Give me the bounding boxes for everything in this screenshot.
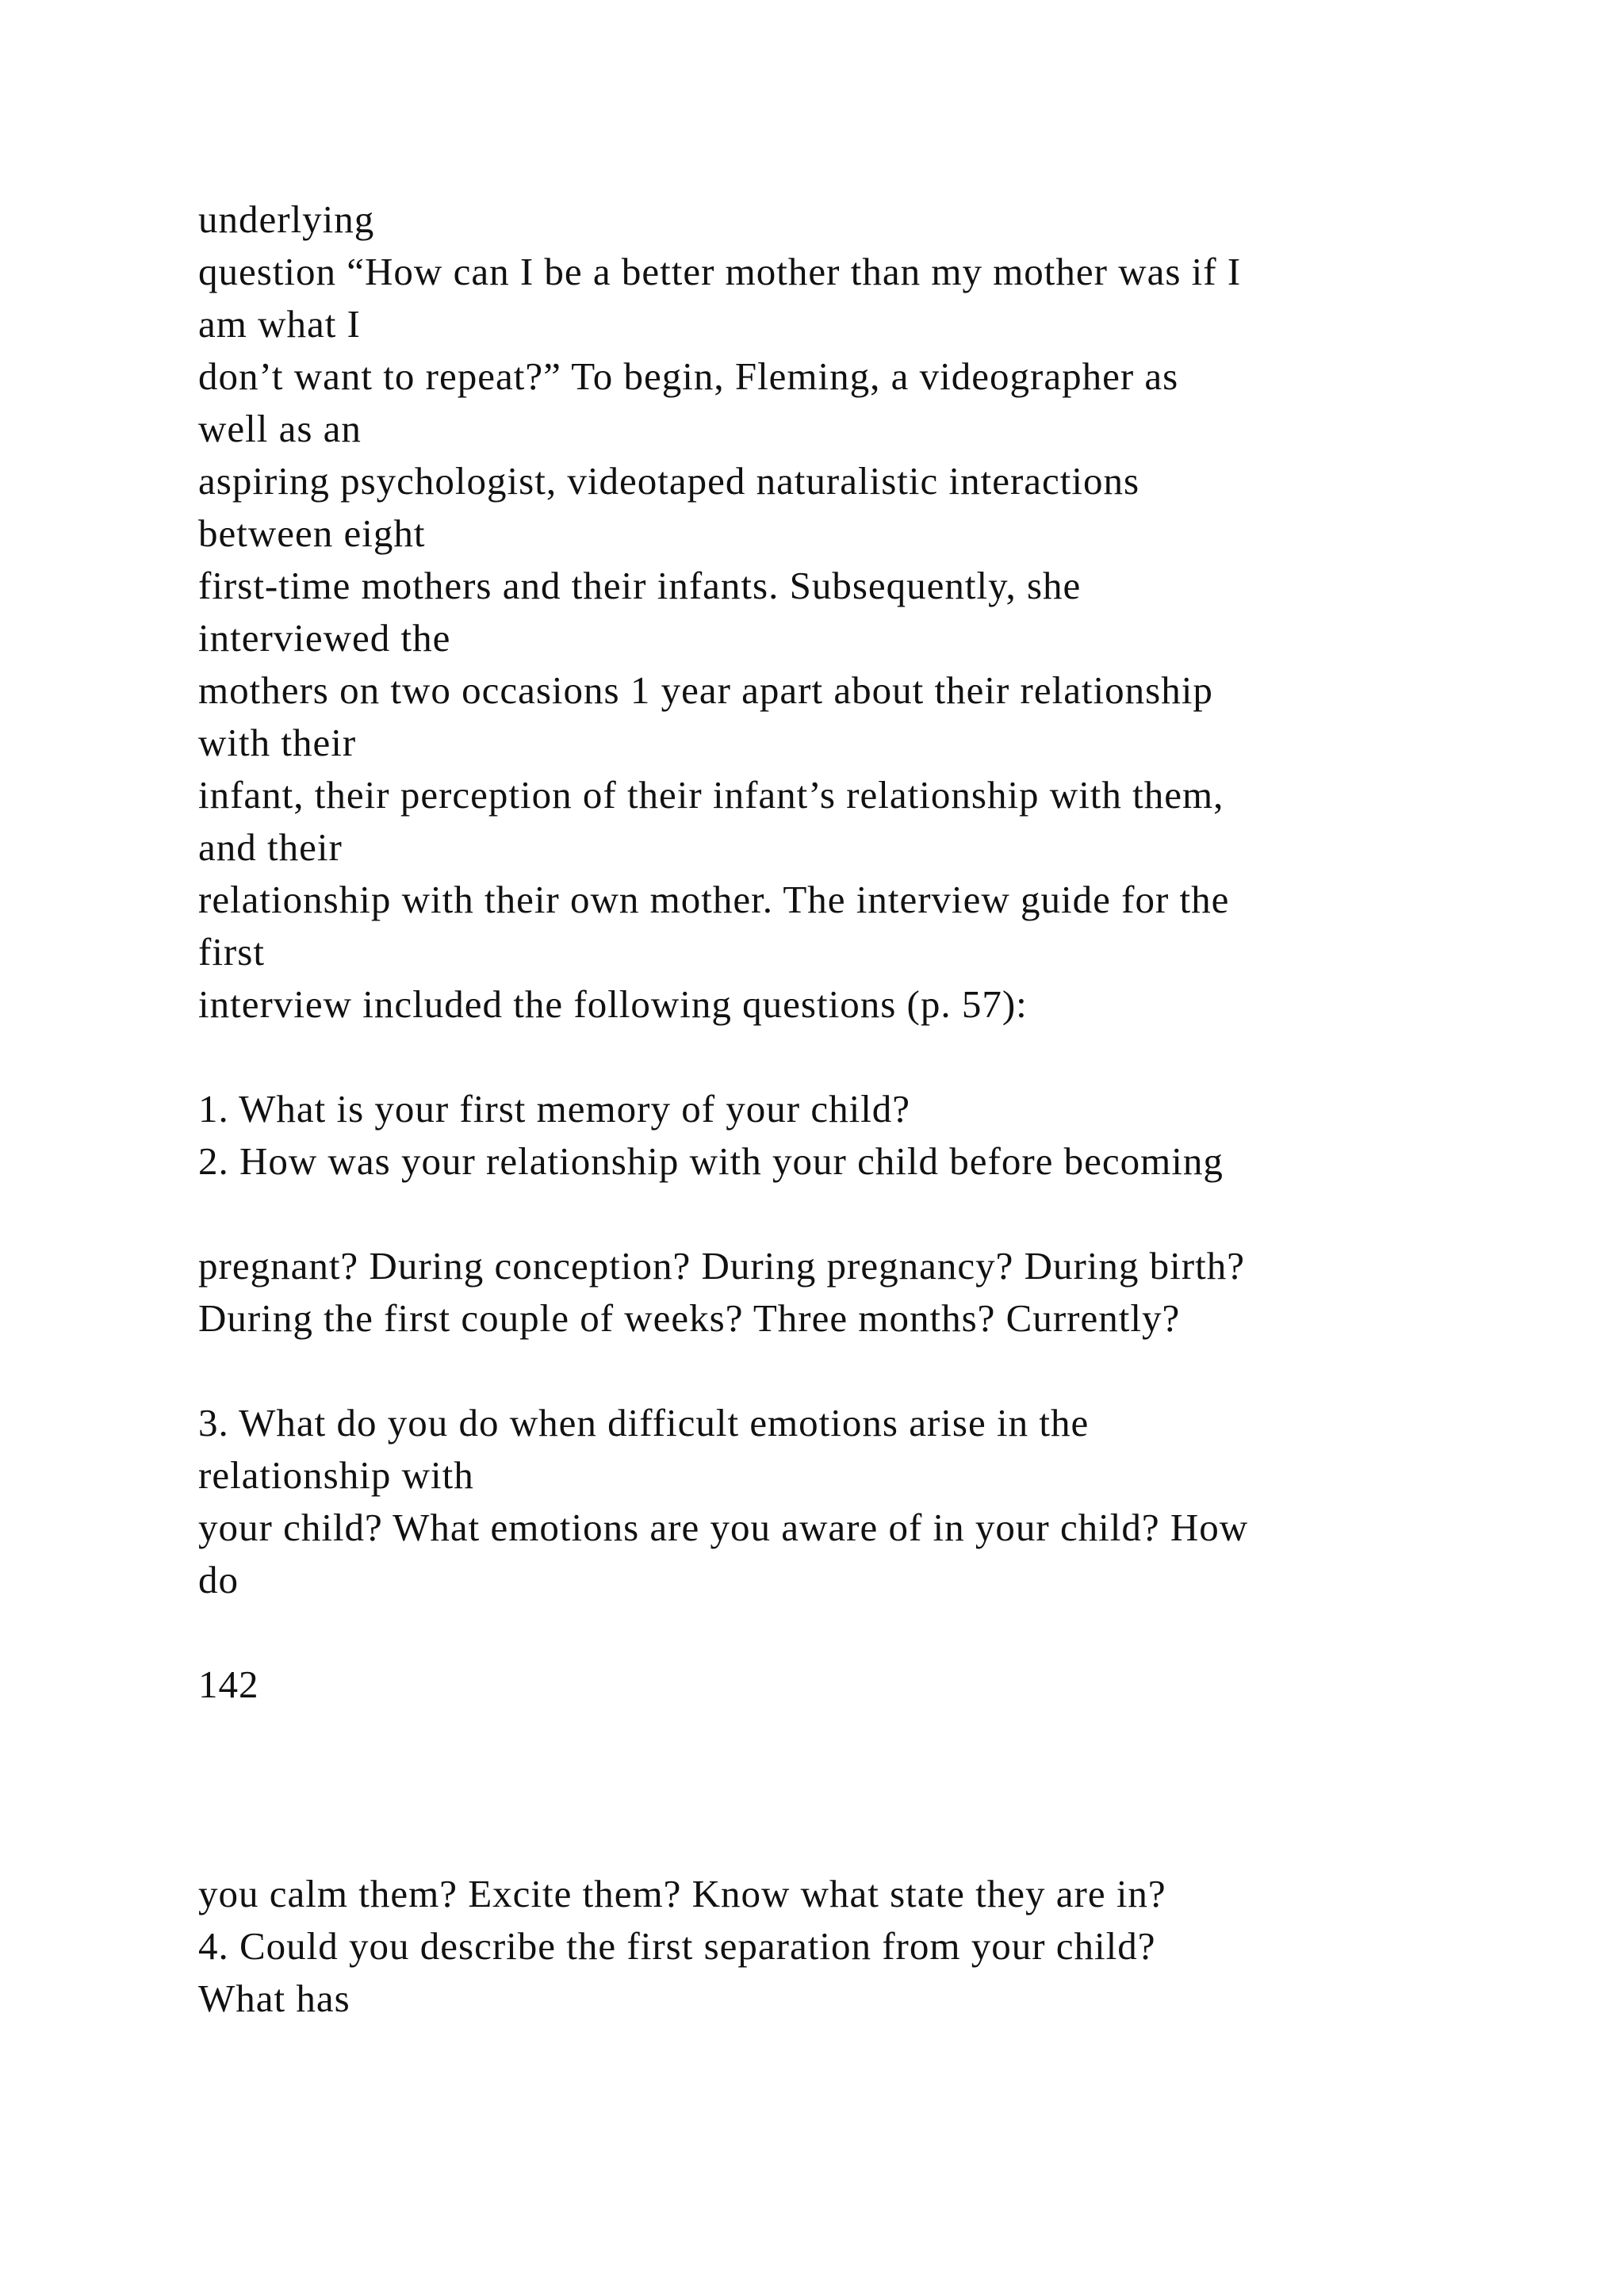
text-line: your child? What emotions are you aware of in your child? How bbox=[198, 1506, 1249, 1549]
text-line: underlying bbox=[198, 197, 375, 241]
text-line: between eight bbox=[198, 511, 426, 555]
text-line: During the first couple of weeks? Three months? Currently? bbox=[198, 1296, 1181, 1340]
page-number: 142 bbox=[198, 1663, 259, 1706]
text-line: infant, their perception of their infant’s relationship with them, bbox=[198, 773, 1224, 817]
text-line: you calm them? Excite them? Know what state they are in? bbox=[198, 1872, 1166, 1915]
text-line: am what I bbox=[198, 302, 361, 346]
text-line: and their bbox=[198, 825, 343, 869]
list-item: 3. What do you do when difficult emotions arise in the bbox=[198, 1401, 1090, 1445]
list-item: 2. How was your relationship with your child before becoming bbox=[198, 1139, 1224, 1183]
text-line: do bbox=[198, 1558, 239, 1601]
text-line: well as an bbox=[198, 407, 362, 450]
text-line: pregnant? During conception? During pregnancy? During birth? bbox=[198, 1244, 1245, 1288]
text-line: What has bbox=[198, 1976, 350, 2020]
list-item: 4. Could you describe the first separation from your child? bbox=[198, 1924, 1156, 1968]
text-line: first bbox=[198, 930, 265, 974]
text-line: with their bbox=[198, 721, 357, 764]
text-line: don’t want to repeat?” To begin, Fleming, a videographer as bbox=[198, 354, 1179, 398]
text-line: question “How can I be a better mother than my mother was if I bbox=[198, 250, 1242, 293]
text-line: aspiring psychologist, videotaped naturalistic interactions bbox=[198, 459, 1140, 503]
list-item: 1. What is your first memory of your child? bbox=[198, 1087, 911, 1131]
text-line: first-time mothers and their infants. Subsequently, she bbox=[198, 564, 1082, 607]
text-line: relationship with their own mother. The interview guide for the bbox=[198, 878, 1230, 921]
text-line: interview included the following questions (p. 57): bbox=[198, 982, 1028, 1026]
text-line: interviewed the bbox=[198, 616, 451, 660]
text-line: mothers on two occasions 1 year apart about their relationship bbox=[198, 668, 1213, 712]
text-line: relationship with bbox=[198, 1453, 474, 1497]
